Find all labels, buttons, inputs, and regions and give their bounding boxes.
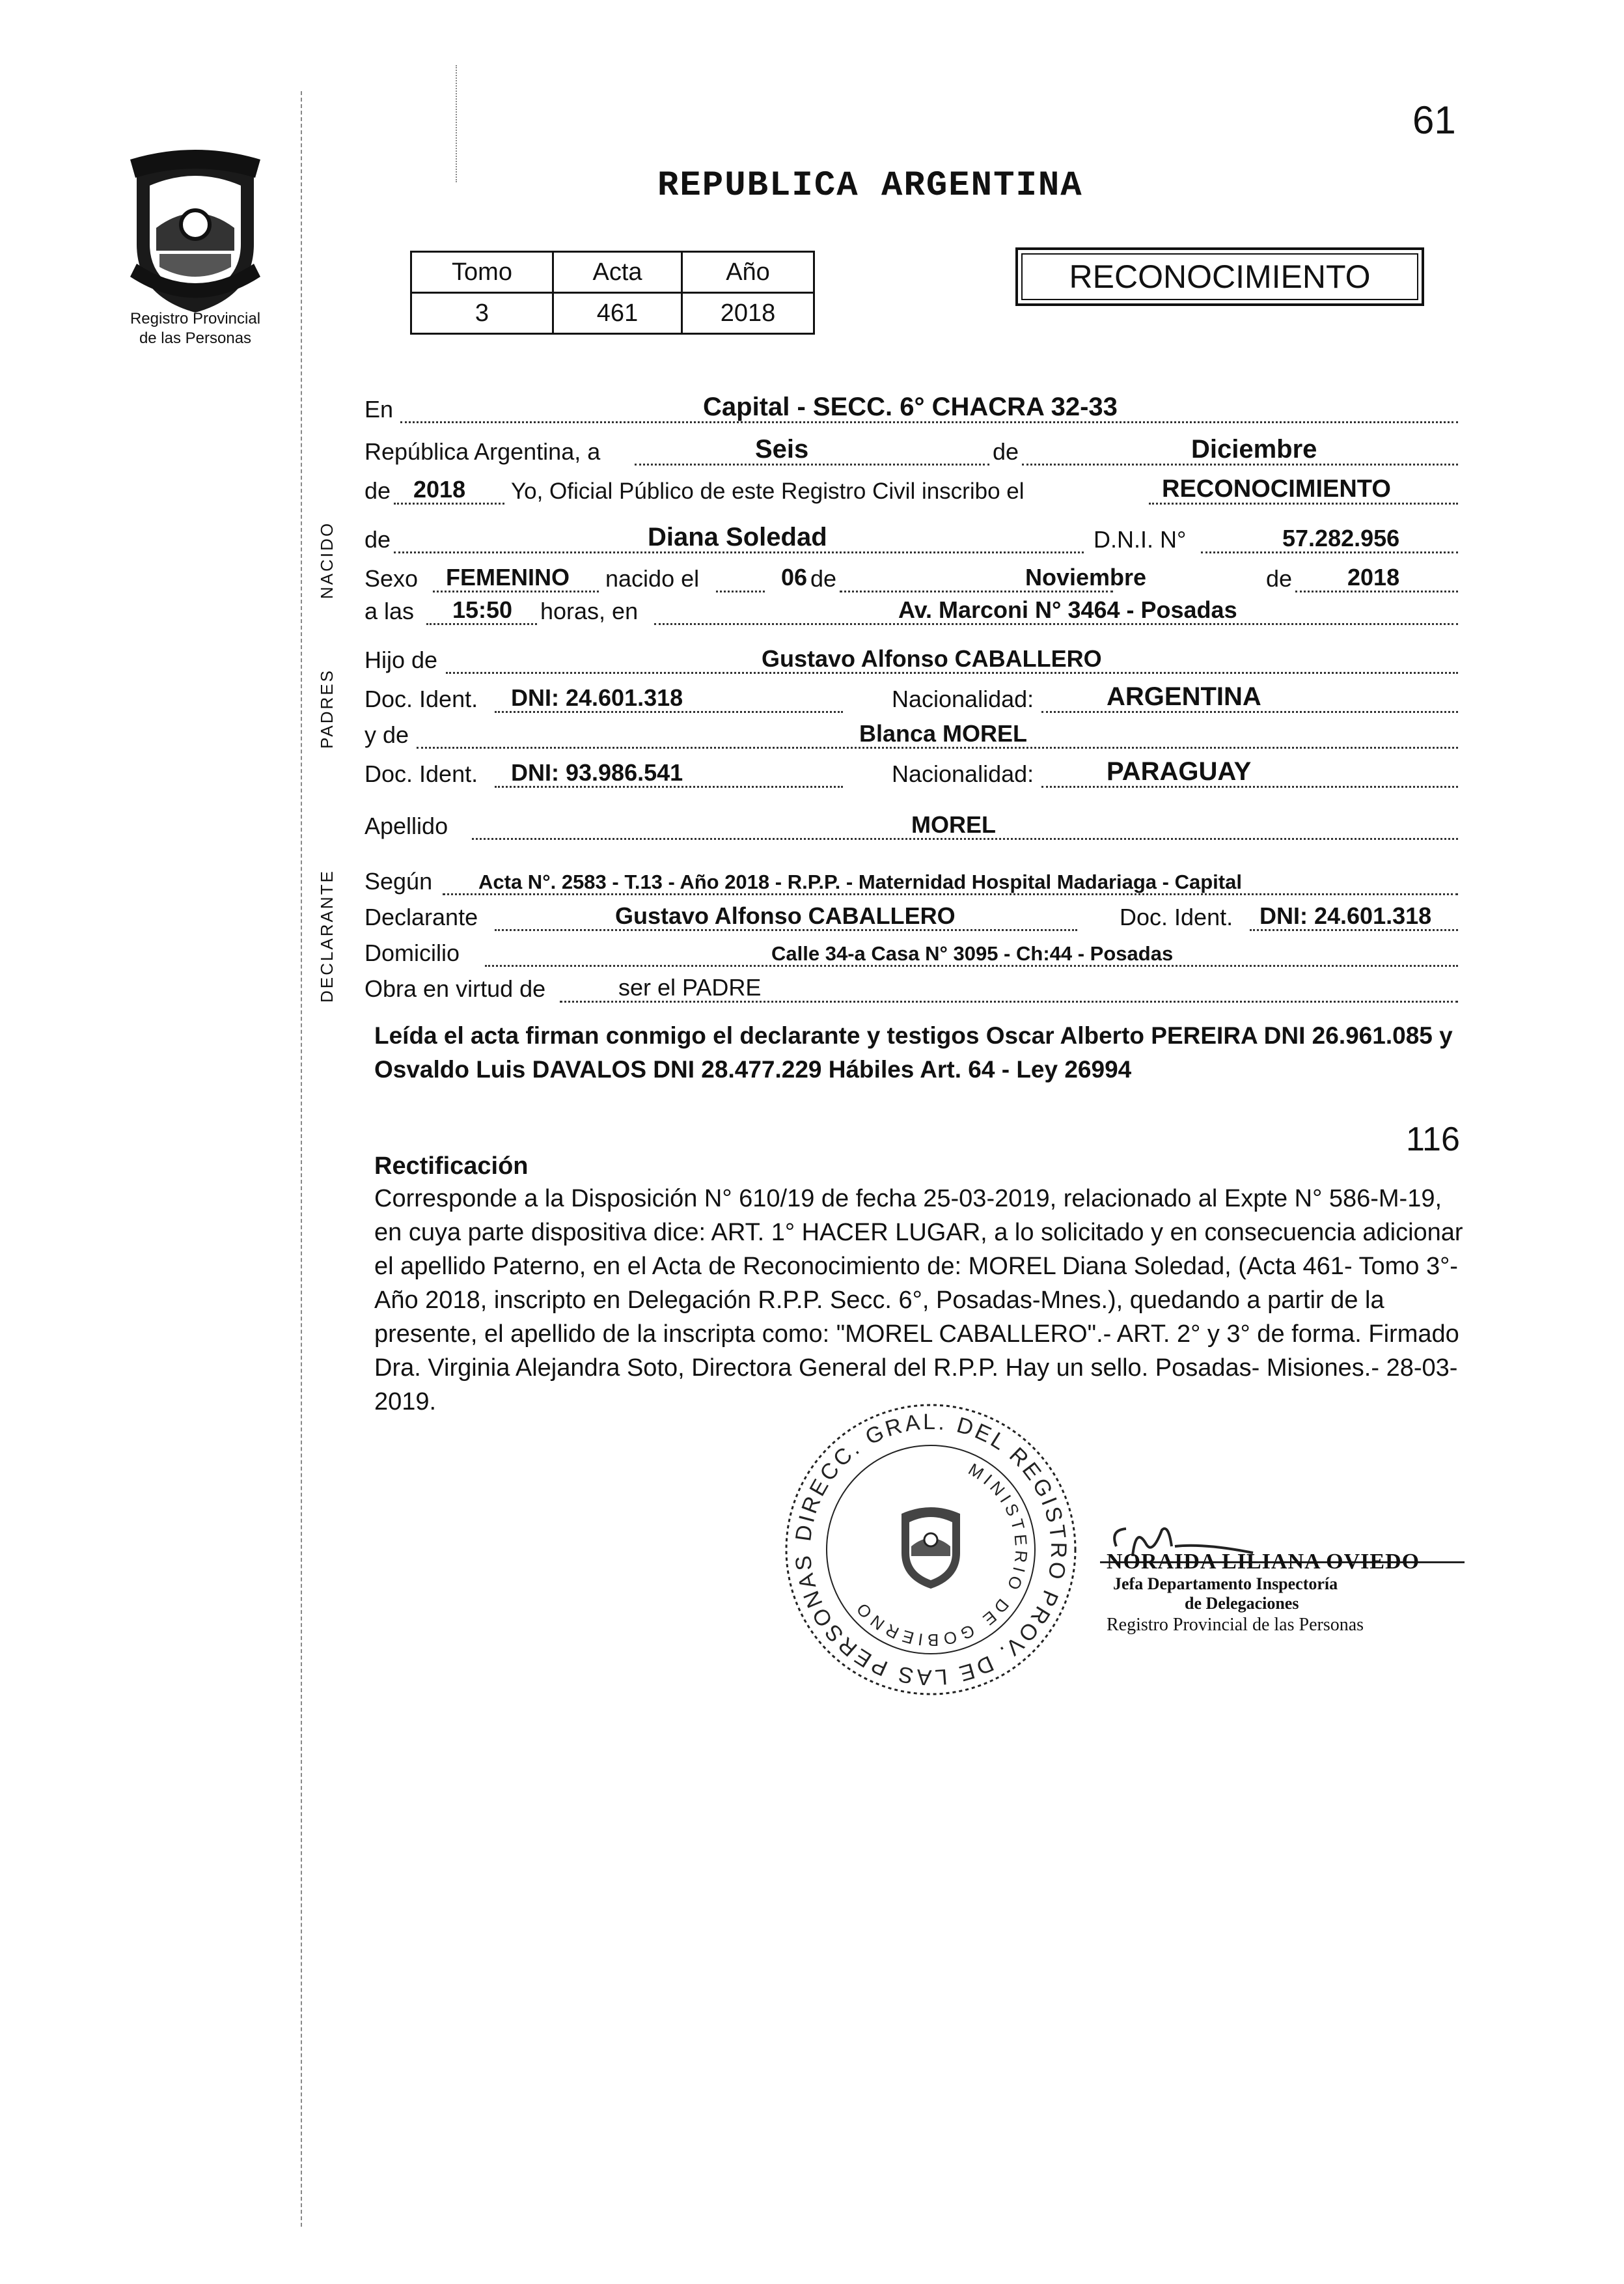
value-nac-mes: Noviembre <box>1025 564 1147 591</box>
value-dni: 57.282.956 <box>1282 525 1400 551</box>
signer-title: Jefa Departamento Inspectoría <box>1113 1574 1338 1593</box>
label-sexo: Sexo <box>365 565 419 592</box>
label-nacionalidad: Nacionalidad: <box>892 686 1034 712</box>
value-sexo: FEMENINO <box>446 564 570 591</box>
value-dia: Seis <box>755 435 809 464</box>
scan-artifact <box>456 65 457 182</box>
header-title: REPUBLICA ARGENTINA <box>657 166 1083 206</box>
value-nombre: Diana Soledad <box>648 523 827 551</box>
label-de: de <box>810 565 837 592</box>
value-obra: ser el PADRE <box>618 974 762 1001</box>
table-cell: 3 <box>411 293 553 334</box>
table-header-cell: Tomo <box>411 252 553 293</box>
form-row-segun <box>365 863 1458 900</box>
value-en: Capital - SECC. 6° CHACRA 32-33 <box>703 393 1118 421</box>
logo-caption-line2: de las Personas <box>139 329 252 347</box>
table-header-cell: Año <box>682 252 814 293</box>
table-value-row <box>411 293 814 334</box>
signer-stamp <box>1107 1550 1497 1636</box>
value-doc-madre: DNI: 93.986.541 <box>511 759 683 786</box>
province-shield-logo <box>111 146 280 316</box>
label-alas: a las <box>365 598 415 624</box>
value-domicilio: Calle 34-a Casa N° 3095 - Ch:44 - Posadas <box>771 942 1174 965</box>
rectification-number: 116 <box>1406 1121 1460 1158</box>
label-en: En <box>365 396 394 423</box>
seal-inner-text: MINISTERIO DE GOBIERNO <box>849 1459 1032 1650</box>
form-row-declarante <box>365 898 1458 936</box>
label-yde: y de <box>365 721 409 748</box>
label-doc: Doc. Ident. <box>365 686 478 712</box>
value-madre: Blanca MOREL <box>859 720 1028 747</box>
logo-caption-line1: Registro Provincial <box>130 310 261 327</box>
label-yo: Yo, Oficial Público de este Registro Civil inscribo el <box>511 479 1025 504</box>
form-row-nombre <box>365 521 1458 559</box>
label-domicilio: Domicilio <box>365 940 460 966</box>
dotted-line <box>635 464 989 466</box>
form-row-domicilio <box>365 934 1458 972</box>
label-de: de <box>365 477 391 504</box>
value-declarante: Gustavo Alfonso CABALLERO <box>615 902 956 929</box>
label-horas: horas, en <box>540 598 639 624</box>
value-padre: Gustavo Alfonso CABALLERO <box>762 645 1102 672</box>
table-cell: 2018 <box>682 293 814 334</box>
table-cell: 461 <box>553 293 682 334</box>
value-lugar: Av. Marconi N° 3464 - Posadas <box>898 596 1237 623</box>
label-nacido: nacido el <box>605 565 700 592</box>
label-apellido: Apellido <box>365 813 448 839</box>
acta-type-label: RECONOCIMIENTO <box>1069 258 1371 295</box>
signer-organization: Registro Provincial de las Personas <box>1107 1615 1364 1635</box>
signer-department: de Delegaciones <box>1185 1594 1299 1613</box>
value-nacionalidad-madre: PARAGUAY <box>1107 757 1252 786</box>
form-row-hora <box>365 592 1458 630</box>
closing-paragraph: Leída el acta firman conmigo el declarante y testigos Oscar Alberto PEREIRA DNI 26.961.085 y Osvaldo Luis DAVALOS DNI 28.477.229 Hábiles Art. 64 - Ley 26994 <box>374 1022 1453 1083</box>
side-label-padres: PADRES <box>317 669 337 749</box>
value-tipo: RECONOCIMIENTO <box>1162 475 1391 503</box>
table-header-row <box>411 252 814 293</box>
rectification-title: Rectificación <box>374 1152 529 1180</box>
acta-type-box <box>1015 247 1424 306</box>
official-seal <box>781 1400 1080 1699</box>
form-row-apellido <box>365 807 1458 845</box>
side-label-declarante: DECLARANTE <box>317 869 337 1003</box>
form-row-padre <box>365 641 1458 679</box>
table-header-cell: Acta <box>553 252 682 293</box>
signer-name: NORAIDA LILIANA OVIEDO <box>1107 1550 1420 1574</box>
label-declarante: Declarante <box>365 904 478 930</box>
scan-margin-line <box>301 91 302 2227</box>
label-obra: Obra en virtud de <box>365 975 546 1002</box>
tomo-acta-anio-table <box>410 251 815 335</box>
value-nac-dia: 06 <box>781 564 808 591</box>
form-row-doc-padre <box>365 680 1458 718</box>
form-row-doc-madre <box>365 755 1458 793</box>
value-doc-padre: DNI: 24.601.318 <box>511 684 683 711</box>
seal-outer-text: DIRECC. GRAL. DEL REGISTRO PROV. DE LAS PERSONAS <box>790 1409 1071 1690</box>
form-row-en <box>365 391 1458 428</box>
label-dni: D.N.I. N° <box>1094 526 1187 553</box>
page-number: 61 <box>1412 98 1456 142</box>
label-de: de <box>993 438 1019 465</box>
form-row-inscribo <box>365 472 1458 510</box>
form-row-madre <box>365 716 1458 754</box>
label-de: de <box>365 526 391 553</box>
value-mes: Diciembre <box>1191 435 1317 464</box>
label-republica: República Argentina, a <box>365 438 601 465</box>
form-row-obra <box>365 970 1458 1008</box>
value-segun: Acta N°. 2583 - T.13 - Año 2018 - R.P.P. - Maternidad Hospital Madariaga - Capital <box>478 870 1242 893</box>
value-apellido: MOREL <box>911 811 996 838</box>
side-label-nacido: NACIDO <box>317 521 337 599</box>
label-doc: Doc. Ident. <box>365 760 478 787</box>
value-nacionalidad-padre: ARGENTINA <box>1107 682 1261 711</box>
value-nac-anio: 2018 <box>1347 564 1400 591</box>
value-hora: 15:50 <box>452 596 513 623</box>
label-doc: Doc. Ident. <box>1120 904 1233 930</box>
value-anio: 2018 <box>413 476 466 503</box>
label-segun: Según <box>365 868 433 895</box>
label-de: de <box>1266 565 1293 592</box>
value-doc-declarante: DNI: 24.601.318 <box>1259 902 1432 929</box>
form-row-republica <box>365 433 1458 471</box>
label-hijo: Hijo de <box>365 647 438 673</box>
logo-caption <box>98 309 293 348</box>
label-nacionalidad: Nacionalidad: <box>892 760 1034 787</box>
rectification-body: Corresponde a la Disposición N° 610/19 de fecha 25-03-2019, relacionado al Expte N° 586-M-19, en cuya parte dispositiva dice: ART. 1° HACER LUGAR, a lo solicitado y en consecuencia adicionar el apellido Paterno, en el Acta de Reconocimiento de: MOREL Diana Soledad, (Acta 461- Tomo 3°- Año 2018, inscripto en Delegación R.P.P. Secc. 6°, Posadas-Mnes.), quedando a partir de la presente, el apellido de la inscripta como: "MOREL CABALLERO".- ART. 2° y 3° de forma. Firmado Dra. Virginia Alejandra Soto, Directora General del R.P.P. Hay un sello. Posadas- Misiones.- 28-03-2019. <box>374 1185 1463 1415</box>
seal-emblem-icon <box>901 1507 960 1589</box>
